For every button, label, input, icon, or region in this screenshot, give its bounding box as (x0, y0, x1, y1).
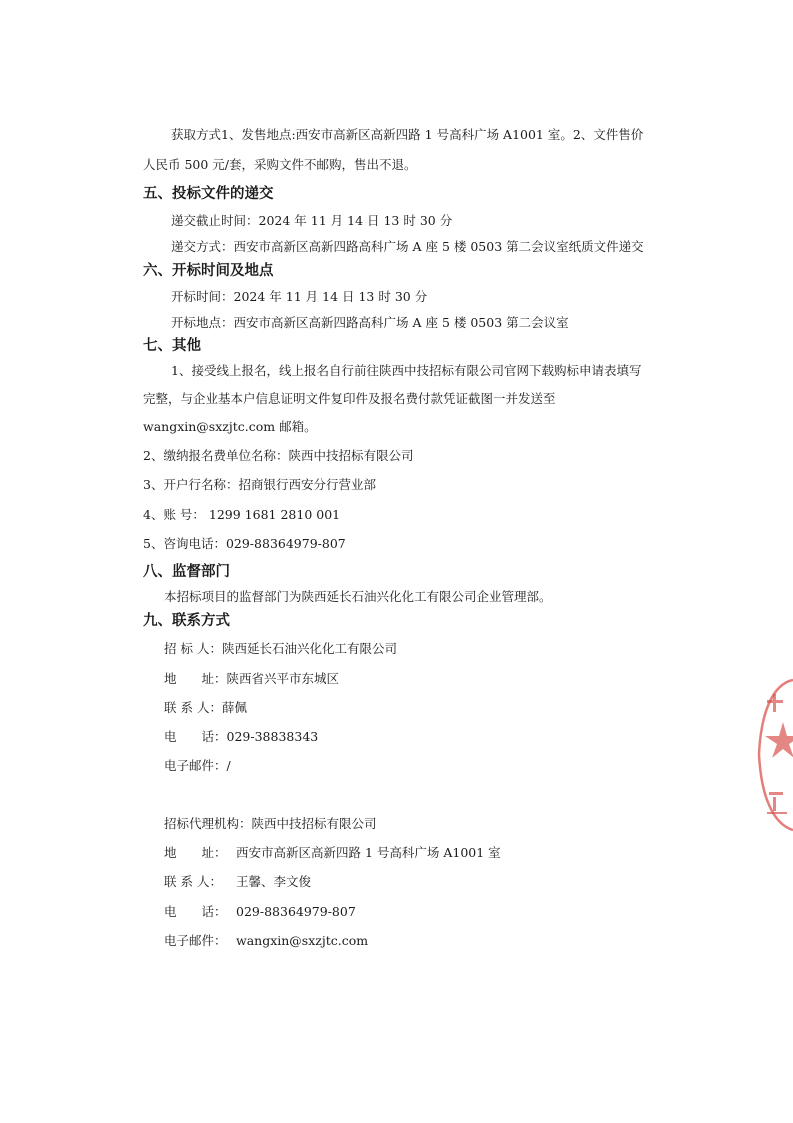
tenderer-row (164, 641, 397, 657)
section4-line1: 获取方式1、发售地点:西安市高新区高新四路 1 号高科广场 A1001 室。2、文件售价 (171, 127, 644, 142)
tenderer-label: 招 标 人： (164, 641, 222, 656)
section8-heading: 八、监督部门 (143, 564, 230, 580)
other-item5: 5、咨询电话：029-88364979-807 (143, 536, 346, 551)
tenderer-value: 陕西延长石油兴化化工有限公司 (221, 641, 397, 656)
tenderer-contact-row (164, 700, 247, 716)
seal-icon (743, 672, 793, 837)
tenderer-email-row (164, 758, 231, 774)
other-item1-line1: 1、接受线上报名，线上报名自行前往陕西中技招标有限公司官网下载购标申请表填写 (171, 363, 642, 378)
tenderer-address-value: 陕西省兴平市东城区 (226, 671, 340, 686)
agency-title: 招标代理机构：陕西中技招标有限公司 (164, 816, 377, 831)
tenderer-address-row (164, 671, 339, 687)
agency-contact-label: 联 系 人： (164, 874, 222, 889)
agency-email-label: 电子邮件： (164, 933, 227, 948)
other-item4: 4、账 号： 1299 1681 2810 001 (143, 507, 341, 522)
agency-phone-value: 029-88364979-807 (236, 904, 356, 919)
section9-heading: 九、联系方式 (143, 613, 230, 629)
other-item1-line2: 完整，与企业基本户信息证明文件复印件及报名费付款凭证截图一并发送至 (143, 391, 556, 406)
company-seal-stamp (743, 672, 793, 837)
section5-heading: 五、投标文件的递交 (143, 186, 274, 202)
section4-line2: 人民币 500 元/套，采购文件不邮购，售出不退。 (143, 157, 417, 172)
tenderer-phone-label: 电 话： (164, 729, 227, 744)
agency-phone-label: 电 话： (164, 904, 227, 919)
supervision-text: 本招标项目的监督部门为陕西延长石油兴化化工有限公司企业管理部。 (164, 589, 552, 604)
agency-address-value: 西安市高新区高新四路 1 号高科广场 A1001 室 (236, 845, 501, 860)
opening-place: 开标地点：西安市高新区高新四路高科广场 A 座 5 楼 0503 第二会议室 (171, 315, 569, 330)
agency-contact-row (164, 874, 311, 890)
other-item3: 3、开户行名称：招商银行西安分行营业部 (143, 477, 376, 492)
agency-contact-value: 王馨、李文俊 (236, 874, 312, 889)
tenderer-contact-label: 联 系 人： (164, 700, 222, 715)
other-item2: 2、缴纳报名费单位名称：陕西中技招标有限公司 (143, 448, 414, 463)
section7-heading: 七、其他 (143, 338, 201, 354)
submission-method: 递交方式：西安市高新区高新四路高科广场 A 座 5 楼 0503 第二会议室纸质文件递交 (171, 239, 644, 254)
tenderer-contact-value: 薛佩 (221, 700, 247, 715)
tenderer-phone-value: 029-38838343 (226, 729, 319, 744)
submission-deadline: 递交截止时间：2024 年 11 月 14 日 13 时 30 分 (171, 213, 453, 228)
opening-time: 开标时间：2024 年 11 月 14 日 13 时 30 分 (171, 289, 428, 304)
tenderer-email-label: 电子邮件： (164, 758, 227, 773)
tenderer-email-value: / (226, 758, 231, 773)
section6-heading: 六、开标时间及地点 (143, 263, 274, 279)
other-item1-line3: wangxin@sxzjtc.com 邮箱。 (143, 419, 317, 434)
agency-address-label: 地 址： (164, 845, 227, 860)
tenderer-address-label: 地 址： (164, 671, 227, 686)
agency-email-row (164, 933, 368, 949)
agency-phone-row (164, 904, 356, 920)
tenderer-phone-row (164, 729, 318, 745)
agency-address-row (164, 845, 501, 861)
agency-email-value: wangxin@sxzjtc.com (236, 933, 369, 948)
